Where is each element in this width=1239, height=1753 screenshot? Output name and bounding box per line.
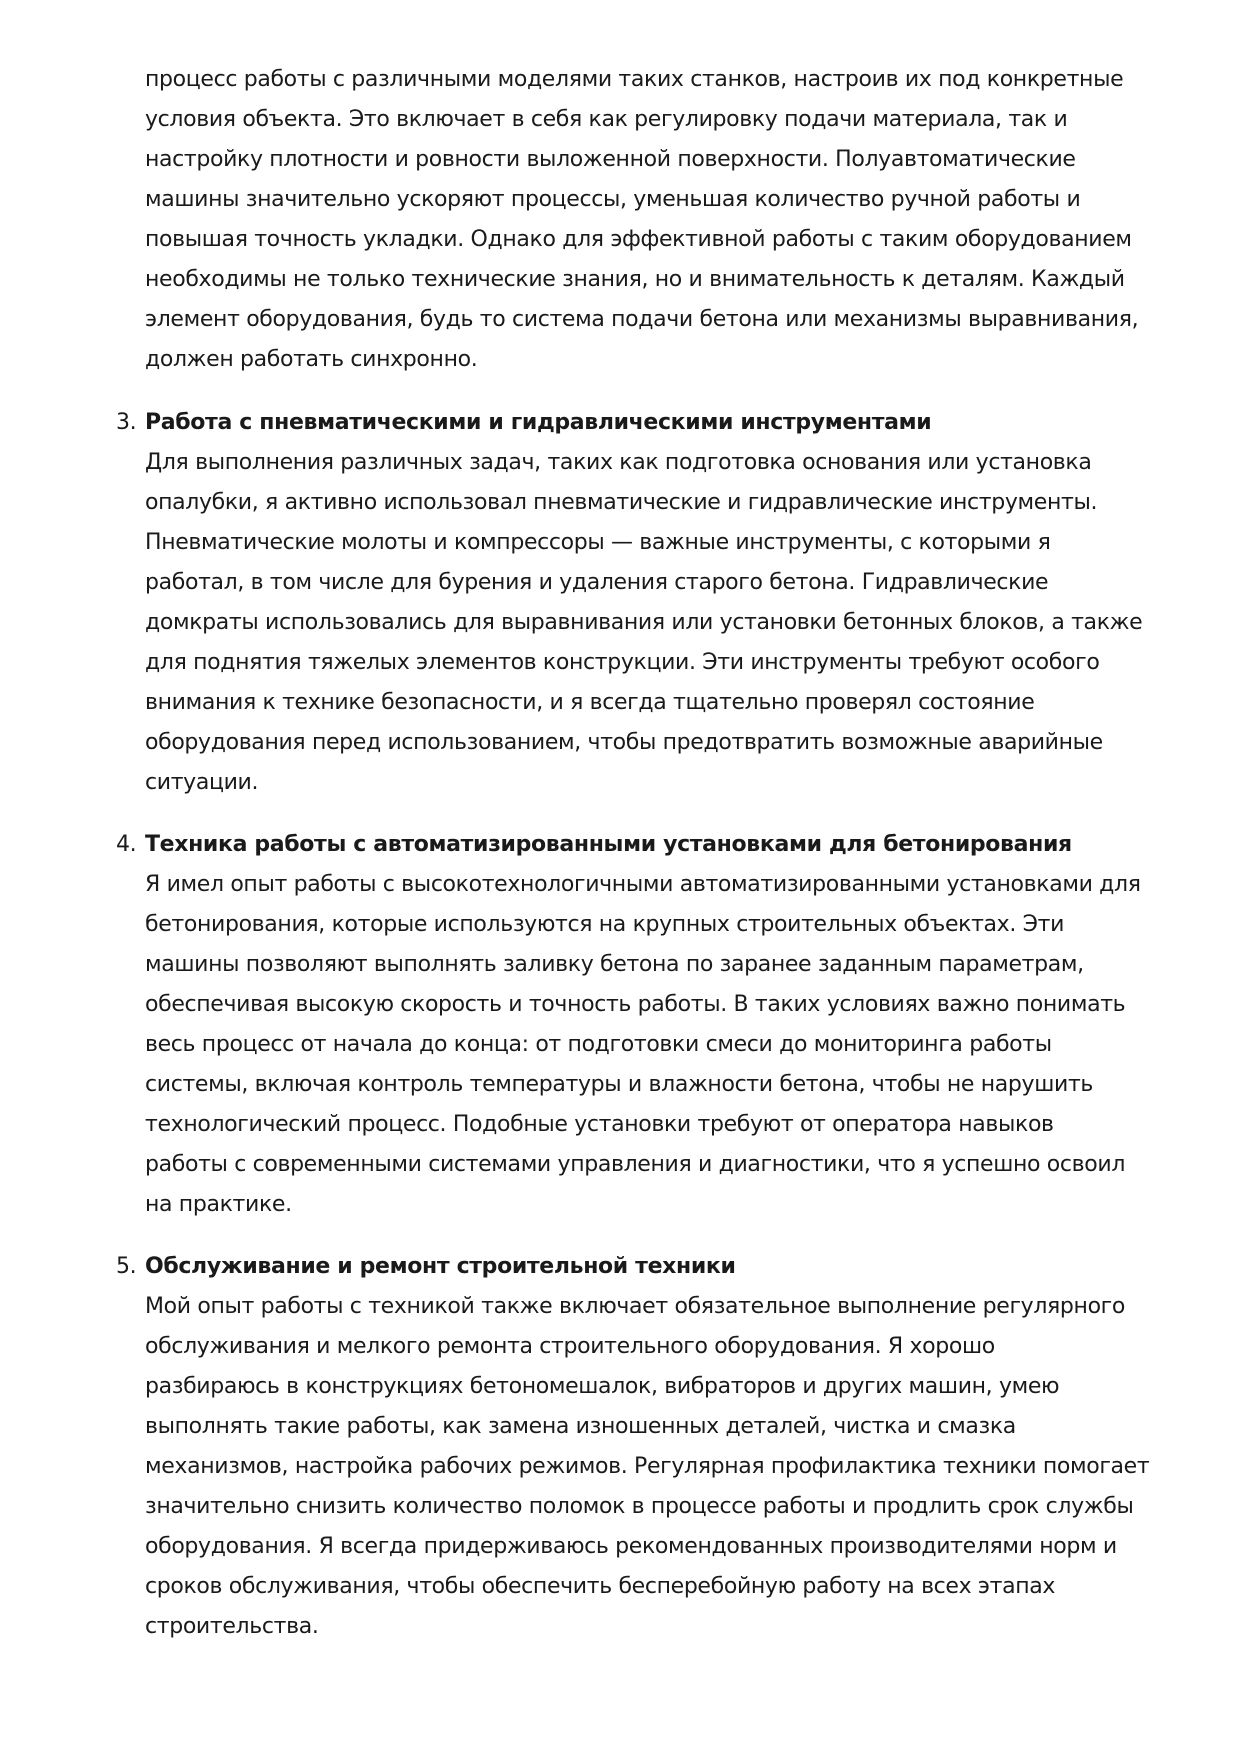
list-item-5 xyxy=(116,1247,1155,1647)
paragraph-line: элемент оборудования, будь то система подачи бетона или механизмы выравнивания, xyxy=(145,307,1139,332)
paragraph-line: должен работать синхронно. xyxy=(145,347,478,372)
list-item-4 xyxy=(116,825,1155,1225)
paragraph-line: работал, в том числе для бурения и удаления старого бетона. Гидравлические xyxy=(145,570,1049,595)
list-item-title: Техника работы с автоматизированными установками для бетонирования xyxy=(145,832,1072,857)
paragraph-line: на практике. xyxy=(145,1192,292,1217)
list-item-number: 3. xyxy=(116,410,137,435)
paragraph-line: бетонирования, которые используются на крупных строительных объектах. Эти xyxy=(145,912,1065,937)
paragraph-line: опалубки, я активно использовал пневматические и гидравлические инструменты. xyxy=(145,490,1098,515)
paragraph-line: весь процесс от начала до конца: от подготовки смеси до мониторинга работы xyxy=(145,1032,1052,1057)
paragraph-line: оборудования. Я всегда придерживаюсь рекомендованных производителями норм и xyxy=(145,1534,1117,1559)
paragraph-line: для поднятия тяжелых элементов конструкции. Эти инструменты требуют особого xyxy=(145,650,1100,675)
paragraph-line: Мой опыт работы с техникой также включает обязательное выполнение регулярного xyxy=(145,1294,1125,1319)
list-item-heading xyxy=(116,825,1155,865)
paragraph-line: повышая точность укладки. Однако для эффективной работы с таким оборудованием xyxy=(145,227,1132,252)
paragraph-line: разбираюсь в конструкциях бетономешалок, вибраторов и других машин, умею xyxy=(145,1374,1060,1399)
paragraph-line: ситуации. xyxy=(145,770,259,795)
paragraph-line: выполнять такие работы, как замена изношенных деталей, чистка и смазка xyxy=(145,1414,1016,1439)
paragraph-line: оборудования перед использованием, чтобы предотвратить возможные аварийные xyxy=(145,730,1103,755)
paragraph-line: домкраты использовались для выравнивания или установки бетонных блоков, а также xyxy=(145,610,1143,635)
item-2-continuation xyxy=(145,60,1155,380)
paragraph-line: условия объекта. Это включает в себя как регулировку подачи материала, так и xyxy=(145,107,1068,132)
paragraph-line: Пневматические молоты и компрессоры — важные инструменты, с которыми я xyxy=(145,530,1051,555)
paragraph-line: значительно снизить количество поломок в процессе работы и продлить срок службы xyxy=(145,1494,1134,1519)
list-item-number: 5. xyxy=(116,1254,137,1279)
paragraph-line: работы с современными системами управления и диагностики, что я успешно освоил xyxy=(145,1152,1126,1177)
list-item-heading xyxy=(116,403,1155,443)
paragraph-line: обеспечивая высокую скорость и точность работы. В таких условиях важно понимать xyxy=(145,992,1126,1017)
list-item-title: Работа с пневматическими и гидравлическими инструментами xyxy=(145,410,932,435)
list-item-number: 4. xyxy=(116,832,137,857)
paragraph-line: настройку плотности и ровности выложенной поверхности. Полуавтоматические xyxy=(145,147,1076,172)
paragraph-line: внимания к технике безопасности, и я всегда тщательно проверял состояние xyxy=(145,690,1035,715)
paragraph-line: Для выполнения различных задач, таких как подготовка основания или установка xyxy=(145,450,1092,475)
paragraph-line: Я имел опыт работы с высокотехнологичными автоматизированными установками для xyxy=(145,872,1141,897)
paragraph-line: технологический процесс. Подобные установки требуют от оператора навыков xyxy=(145,1112,1054,1137)
list-item-title: Обслуживание и ремонт строительной техники xyxy=(145,1254,736,1279)
list-item-3 xyxy=(116,403,1155,803)
paragraph-line: строительства. xyxy=(145,1614,319,1639)
paragraph-line: обслуживания и мелкого ремонта строительного оборудования. Я хорошо xyxy=(145,1334,995,1359)
list-item-heading xyxy=(116,1247,1155,1287)
paragraph-line: процесс работы с различными моделями таких станков, настроив их под конкретные xyxy=(145,67,1124,92)
paragraph-line: машины значительно ускоряют процессы, уменьшая количество ручной работы и xyxy=(145,187,1081,212)
paragraph-line: сроков обслуживания, чтобы обеспечить бесперебойную работу на всех этапах xyxy=(145,1574,1056,1599)
paragraph-line: системы, включая контроль температуры и влажности бетона, чтобы не нарушить xyxy=(145,1072,1094,1097)
paragraph-line: машины позволяют выполнять заливку бетона по заранее заданным параметрам, xyxy=(145,952,1084,977)
paragraph-line: необходимы не только технические знания, но и внимательность к деталям. Каждый xyxy=(145,267,1125,292)
paragraph-line: механизмов, настройка рабочих режимов. Регулярная профилактика техники помогает xyxy=(145,1454,1150,1479)
